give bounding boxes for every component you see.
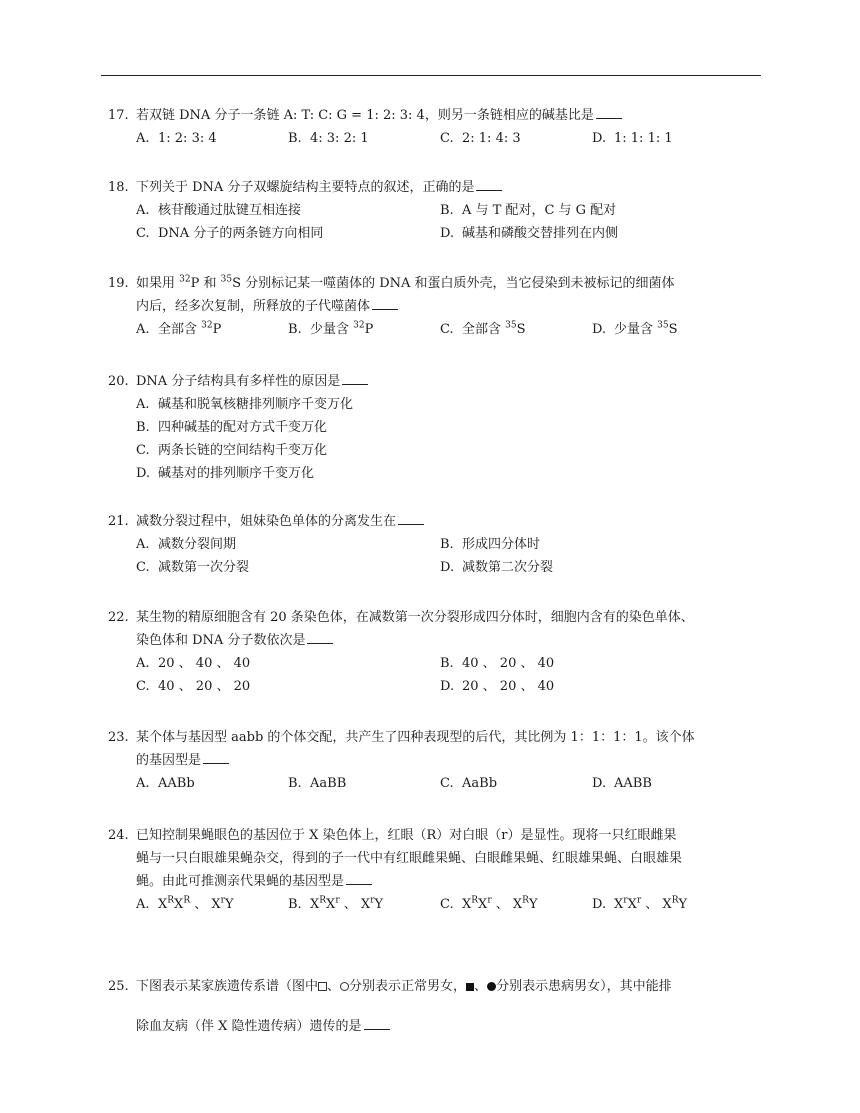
question-number: 19. xyxy=(108,276,129,291)
option-a[interactable] xyxy=(136,652,250,675)
option-text: 4: 3: 2: 1 xyxy=(310,131,369,146)
option-d[interactable] xyxy=(440,675,554,698)
option-text: 减数第二次分裂 xyxy=(462,560,554,575)
option-d[interactable] xyxy=(592,772,652,795)
question-stem xyxy=(108,726,768,772)
option-b[interactable] xyxy=(136,416,327,439)
isotope-mass: 35 xyxy=(220,274,233,285)
question-text: 下列关于 DNA 分子双螺旋结构主要特点的叙述，正确的是 xyxy=(136,180,475,195)
separator: 、 xyxy=(339,897,361,912)
separator: 、 xyxy=(491,897,513,912)
option-text: P xyxy=(364,322,374,337)
question-number: 23. xyxy=(108,730,129,745)
option-letter: C. xyxy=(136,560,150,575)
option-letter: C. xyxy=(440,897,454,912)
option-letter: D. xyxy=(592,131,607,146)
chromosome: X xyxy=(174,897,184,912)
option-b[interactable] xyxy=(440,199,616,222)
option-letter: C. xyxy=(440,322,454,337)
isotope-mass: 32 xyxy=(179,274,191,285)
option-text: DNA 分子的两条链方向相同 xyxy=(158,226,324,241)
option-letter: C. xyxy=(136,443,150,458)
option-c[interactable] xyxy=(136,675,250,698)
isotope-mass: 32 xyxy=(201,320,213,331)
answer-blank[interactable] xyxy=(364,1015,390,1030)
chromosome: Y xyxy=(374,897,384,912)
options-row xyxy=(108,772,768,795)
allele: r xyxy=(623,895,628,906)
option-text: S xyxy=(668,322,678,337)
options-row xyxy=(108,556,768,579)
chromosome: Y xyxy=(678,897,688,912)
option-letter: B. xyxy=(440,537,454,552)
option-c[interactable] xyxy=(440,318,526,341)
allele: r xyxy=(335,895,340,906)
option-letter: C. xyxy=(440,131,454,146)
answer-blank[interactable] xyxy=(342,370,368,385)
option-a[interactable] xyxy=(136,199,301,222)
chromosome: Y xyxy=(528,897,538,912)
allele: r xyxy=(220,895,225,906)
option-text: P xyxy=(212,322,222,337)
question-stem xyxy=(108,967,768,1047)
answer-blank[interactable] xyxy=(203,749,229,764)
isotope-mass: 32 xyxy=(353,320,365,331)
option-d[interactable] xyxy=(136,462,314,485)
allele: R xyxy=(167,895,175,906)
options-row xyxy=(108,416,768,439)
option-b[interactable] xyxy=(440,533,540,556)
isotope-mass: 35 xyxy=(657,320,669,331)
answer-blank[interactable] xyxy=(398,510,424,525)
option-letter: D. xyxy=(592,776,607,791)
question-stem xyxy=(108,510,768,533)
options-row xyxy=(108,893,768,916)
question-text: 某个体与基因型 aabb 的个体交配，共产生了四种表现型的后代，其比例为 1：1：1：1。该个体 xyxy=(136,730,695,745)
allele: r xyxy=(370,895,375,906)
question-number: 17. xyxy=(108,108,129,123)
allele: R xyxy=(471,895,479,906)
option-a[interactable] xyxy=(136,318,221,341)
options-row xyxy=(108,652,768,675)
options-row xyxy=(108,533,768,556)
option-letter: A. xyxy=(136,322,150,337)
isotope-mass: 35 xyxy=(505,320,517,331)
option-text: 减数第一次分裂 xyxy=(158,560,250,575)
option-text: 四种碱基的配对方式千变万化 xyxy=(158,420,328,435)
option-text: 20 、 20 、 40 xyxy=(462,679,555,694)
option-letter: A. xyxy=(136,656,150,671)
chromosome: X xyxy=(360,897,371,912)
question-text: 染色体和 DNA 分子数依次是 xyxy=(136,633,306,648)
allele: R xyxy=(319,895,327,906)
allele: R xyxy=(671,895,679,906)
question-number: 25. xyxy=(108,979,129,994)
option-letter: A. xyxy=(136,897,150,912)
chromosome: X xyxy=(627,897,637,912)
option-b[interactable] xyxy=(440,652,554,675)
question-text: 如果用 xyxy=(136,276,180,291)
option-b[interactable] xyxy=(288,318,373,341)
chromosome: X xyxy=(310,897,320,912)
allele: R xyxy=(522,895,529,906)
chromosome: X xyxy=(478,897,488,912)
question-text: DNA 分子结构具有多样性的原因是 xyxy=(136,374,341,389)
question-number: 20. xyxy=(108,374,129,389)
question-stem xyxy=(108,606,768,652)
answer-blank[interactable] xyxy=(346,870,372,885)
option-c[interactable] xyxy=(136,439,327,462)
option-letter: D. xyxy=(136,466,151,481)
option-a[interactable] xyxy=(136,533,236,556)
allele: r xyxy=(487,895,492,906)
option-letter: B. xyxy=(288,322,302,337)
question-17 xyxy=(108,104,768,150)
option-text: 碱基对的排列顺序千变万化 xyxy=(158,466,315,481)
header-rule xyxy=(101,75,761,76)
option-c[interactable] xyxy=(136,556,249,579)
option-text: 形成四分体时 xyxy=(462,537,541,552)
option-a[interactable] xyxy=(136,127,217,150)
question-text: 、 xyxy=(327,979,341,994)
options-row xyxy=(108,127,768,150)
normal-female-circle-icon xyxy=(340,982,349,991)
option-d[interactable] xyxy=(440,556,553,579)
question-text: 减数分裂过程中，姐妹染色单体的分离发生在 xyxy=(136,514,397,529)
option-letter: A. xyxy=(136,397,150,412)
option-d[interactable] xyxy=(440,222,618,245)
normal-male-square-icon xyxy=(318,982,327,991)
option-text: 1: 1: 1: 1 xyxy=(614,131,673,146)
option-letter: B. xyxy=(288,131,302,146)
question-text: 的基因型是 xyxy=(136,753,202,768)
question-stem xyxy=(108,104,768,127)
question-text: 某生物的精原细胞含有 20 条染色体，在减数第一次分裂形成四分体时，细胞内含有的染色单体、 xyxy=(136,610,694,625)
options-row xyxy=(108,318,768,341)
option-text: 全部含 xyxy=(462,322,506,337)
question-24 xyxy=(108,824,768,916)
option-text: AABb xyxy=(158,776,195,791)
chromosome: X xyxy=(662,897,672,912)
options-row xyxy=(108,199,768,222)
question-text: 分别表示正常男女， xyxy=(349,979,467,994)
option-text: AaBB xyxy=(310,776,347,791)
option-d[interactable] xyxy=(592,318,678,341)
option-letter: B. xyxy=(440,656,454,671)
option-letter: A. xyxy=(136,776,150,791)
question-text: 下图表示某家族遗传系谱（图中 xyxy=(136,979,319,994)
question-text: 内后，经多次复制，所释放的子代噬菌体 xyxy=(136,299,371,314)
question-20 xyxy=(108,370,768,485)
option-text: 1: 2: 3: 4 xyxy=(158,131,217,146)
chromosome: X xyxy=(326,897,336,912)
question-stem xyxy=(108,370,768,393)
option-letter: D. xyxy=(440,679,455,694)
option-b[interactable] xyxy=(288,127,369,150)
option-c[interactable] xyxy=(440,893,538,916)
option-text: 碱基和脱氧核糖排列顺序千变万化 xyxy=(158,397,354,412)
option-text: 少量含 xyxy=(614,322,658,337)
separator: 、 xyxy=(641,897,663,912)
option-text: 核苷酸通过肽键互相连接 xyxy=(158,203,302,218)
option-b[interactable] xyxy=(288,893,383,916)
option-letter: B. xyxy=(288,776,302,791)
option-c[interactable] xyxy=(440,127,521,150)
option-text: 40 、 20 、 20 xyxy=(158,679,251,694)
answer-blank[interactable] xyxy=(307,629,333,644)
question-25 xyxy=(108,967,768,1047)
affected-male-square-icon xyxy=(466,983,474,991)
chromosome: X xyxy=(211,897,221,912)
allele: r xyxy=(636,895,642,906)
option-text: 全部含 xyxy=(158,322,202,337)
option-text: 减数分裂间期 xyxy=(158,537,237,552)
option-letter: C. xyxy=(440,776,454,791)
question-text: 已知控制果蝇眼色的基因位于 X 染色体上，红眼（R）对白眼（r）是显性。现将一只红眼雌果 xyxy=(136,828,677,843)
option-text: 20 、 40 、 40 xyxy=(158,656,251,671)
question-23 xyxy=(108,726,768,795)
question-stem xyxy=(108,824,768,893)
option-c[interactable] xyxy=(136,222,323,245)
option-text: S xyxy=(516,322,526,337)
options-row xyxy=(108,675,768,698)
option-letter: B. xyxy=(288,897,302,912)
option-letter: D. xyxy=(592,897,607,912)
question-text: P 和 xyxy=(190,276,221,291)
options-row xyxy=(108,439,768,462)
question-stem xyxy=(108,176,768,199)
option-letter: A. xyxy=(136,131,150,146)
options-row xyxy=(108,462,768,485)
option-d[interactable] xyxy=(592,893,687,916)
chromosome: X xyxy=(462,897,472,912)
question-text: 蝇与一只白眼雄果蝇杂交，得到的子一代中有红眼雌果蝇、白眼雌果蝇、红眼雄果蝇、白眼雄果 xyxy=(136,851,683,866)
chromosome: X xyxy=(158,897,168,912)
question-19 xyxy=(108,272,768,341)
option-letter: C. xyxy=(136,226,150,241)
option-text: 40 、 20 、 40 xyxy=(462,656,555,671)
option-text: 两条长链的空间结构千变万化 xyxy=(158,443,328,458)
question-number: 24. xyxy=(108,828,129,843)
chromosome: Y xyxy=(224,897,234,912)
option-text: 碱基和磷酸交替排列在内侧 xyxy=(462,226,619,241)
affected-female-circle-icon xyxy=(487,982,496,991)
option-text: AABB xyxy=(614,776,652,791)
option-letter: A. xyxy=(136,537,150,552)
option-b[interactable] xyxy=(288,772,346,795)
option-letter: A. xyxy=(136,203,150,218)
question-text: 若双链 DNA 分子一条链 A: T: C: G = 1: 2: 3: 4，则另一条链相应的碱基比是 xyxy=(136,108,594,123)
option-a[interactable] xyxy=(136,393,353,416)
answer-blank[interactable] xyxy=(476,176,502,191)
option-letter: D. xyxy=(440,560,455,575)
option-c[interactable] xyxy=(440,772,497,795)
option-letter: D. xyxy=(592,322,607,337)
question-22 xyxy=(108,606,768,698)
option-d[interactable] xyxy=(592,127,673,150)
question-text: S 分别标记某一噬菌体的 DNA 和蛋白质外壳，当它侵染到未被标记的细菌体 xyxy=(232,276,675,291)
question-21 xyxy=(108,510,768,579)
option-a[interactable] xyxy=(136,772,195,795)
answer-blank[interactable] xyxy=(372,295,398,310)
option-letter: B. xyxy=(440,203,454,218)
chromosome: X xyxy=(512,897,523,912)
option-letter: C. xyxy=(136,679,150,694)
question-text: 分别表示患病男女），其中能排 xyxy=(496,979,672,994)
option-a[interactable] xyxy=(136,893,234,916)
question-number: 22. xyxy=(108,610,129,625)
question-text: 除血友病（伴 X 隐性遗传病）遗传的是 xyxy=(136,1019,362,1034)
answer-blank[interactable] xyxy=(596,104,622,119)
question-text: 、 xyxy=(474,979,488,994)
option-letter: B. xyxy=(136,420,150,435)
option-letter: D. xyxy=(440,226,455,241)
separator: 、 xyxy=(190,897,212,912)
question-text: 蝇。由此可推测亲代果蝇的基因型是 xyxy=(136,874,345,889)
option-text: A 与 T 配对，C 与 G 配对 xyxy=(462,203,617,218)
allele: R xyxy=(183,895,191,906)
options-row xyxy=(108,393,768,416)
question-number: 18. xyxy=(108,180,129,195)
option-text: 2: 1: 4: 3 xyxy=(462,131,521,146)
option-text: 少量含 xyxy=(310,322,354,337)
option-text: AaBb xyxy=(462,776,498,791)
question-number: 21. xyxy=(108,514,129,529)
chromosome: X xyxy=(614,897,624,912)
options-row xyxy=(108,222,768,245)
question-stem xyxy=(108,272,768,318)
question-18 xyxy=(108,176,768,245)
